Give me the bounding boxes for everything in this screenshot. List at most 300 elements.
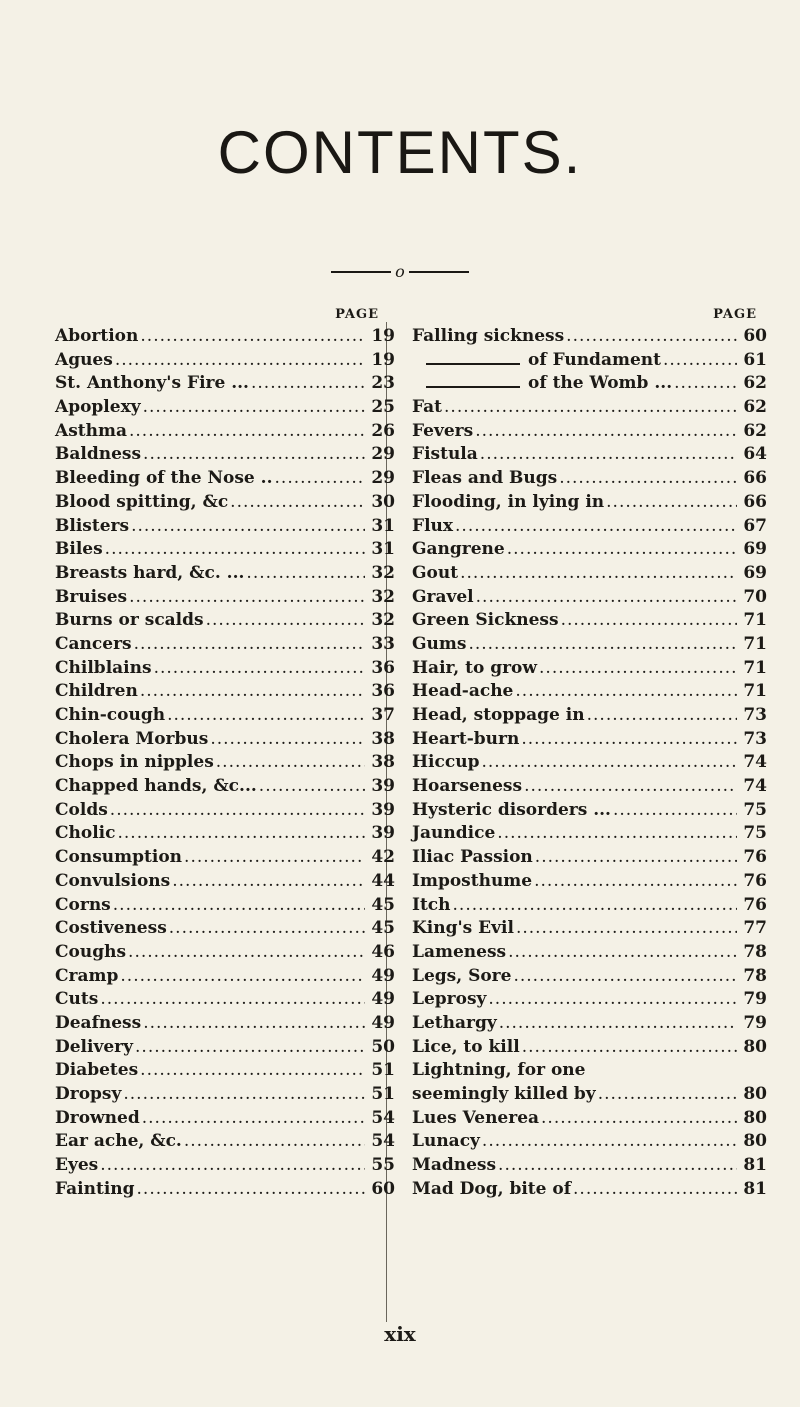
entry-label: Hysteric disorders ... (412, 799, 611, 820)
entry-page-number: 74 (743, 752, 767, 773)
entry-page-number: 55 (371, 1155, 395, 1176)
entry-label: Madness (412, 1155, 497, 1176)
leader-dots (143, 396, 365, 420)
contents-entry (412, 870, 767, 894)
entry-page-number: 60 (371, 1178, 395, 1199)
entry-label: Convulsions (55, 870, 171, 891)
contents-entry (412, 775, 767, 799)
entry-label: Fevers (412, 420, 474, 441)
entry-page-number: 71 (743, 681, 767, 702)
contents-entry (412, 420, 767, 444)
contents-entry (55, 965, 395, 989)
contents-entry (412, 396, 767, 420)
entry-page-number: 62 (743, 397, 767, 418)
entry-label: Blisters (55, 515, 130, 536)
entry-page-number: 78 (743, 965, 767, 986)
contents-entry (55, 372, 395, 396)
contents-list-left (55, 325, 395, 1201)
entry-label: Bruises (55, 586, 128, 607)
leader-dots (100, 1154, 365, 1178)
leader-dots (561, 609, 737, 633)
entry-page-number: 42 (371, 847, 395, 868)
leader-dots (251, 372, 365, 396)
contents-entry (412, 633, 767, 657)
contents-entry (412, 965, 767, 989)
entry-label: Cramp (55, 965, 119, 986)
ornament-glyph: o (395, 262, 405, 281)
contents-entry (55, 562, 395, 586)
contents-entry (55, 917, 395, 941)
entry-label: Gangrene (412, 539, 505, 560)
entry-label: Cancers (55, 633, 132, 654)
entry-label: Jaundice (412, 823, 496, 844)
entry-page-number: 25 (371, 397, 395, 418)
entry-label: Corns (55, 894, 111, 915)
contents-entry (412, 1130, 767, 1154)
entry-label: Lues Venerea (412, 1107, 540, 1128)
contents-entry (55, 704, 395, 728)
entry-label: Lethargy (412, 1012, 497, 1033)
entry-page-number: 23 (371, 373, 395, 394)
page-title: CONTENTS. (217, 119, 583, 186)
contents-entry (412, 325, 767, 349)
contents-entry (412, 538, 767, 562)
contents-entry (412, 1107, 767, 1131)
contents-entry (55, 467, 395, 491)
entry-page-number: 45 (371, 894, 395, 915)
entry-label: Hair, to grow (412, 657, 538, 678)
entry-page-number: 30 (371, 491, 395, 512)
entry-label: Colds (55, 799, 108, 820)
leader-dots (134, 633, 365, 657)
leader-dots (123, 1083, 365, 1107)
contents-entry (412, 846, 767, 870)
entry-label: Drowned (55, 1107, 140, 1128)
contents-entry (55, 586, 395, 610)
entry-page-number: 39 (371, 776, 395, 797)
entry-label: Agues (55, 349, 113, 370)
entry-label: Abortion (55, 326, 139, 346)
leader-dots (606, 491, 737, 515)
contents-entry (55, 325, 395, 349)
entry-page-number: 32 (371, 562, 395, 583)
leader-dots (453, 894, 737, 918)
contents-entry (55, 515, 395, 539)
entry-label: Lice, to kill (412, 1036, 520, 1057)
leader-dots (129, 586, 365, 610)
entry-label: Chilblains (55, 657, 152, 678)
contents-entry (55, 846, 395, 870)
leader-dots (210, 728, 365, 752)
contents-entry (412, 443, 767, 467)
contents-entry (412, 822, 767, 846)
ditto-dash (426, 386, 520, 388)
leader-dots (154, 657, 365, 681)
entry-label: Heart-burn (412, 728, 520, 749)
entry-page-number: 39 (371, 799, 395, 820)
entry-label: Fat (412, 397, 443, 418)
entry-page-number: 29 (371, 468, 395, 489)
entry-label: Ear ache, &c. (55, 1131, 182, 1152)
leader-dots (498, 1154, 737, 1178)
entry-page-number: 36 (371, 657, 395, 678)
leader-dots (521, 728, 737, 752)
contents-entry (55, 680, 395, 704)
entry-page-number: 77 (743, 918, 767, 939)
contents-entry (412, 491, 767, 515)
entry-page-number: 38 (371, 728, 395, 749)
entry-page-number: 51 (371, 1084, 395, 1104)
entry-page-number: 31 (371, 515, 395, 536)
contents-entry (412, 609, 767, 633)
entry-label: Breasts hard, &c. ... (55, 562, 245, 583)
leader-dots (444, 396, 737, 420)
entry-label: Fainting (55, 1178, 135, 1199)
leader-dots (475, 420, 737, 444)
entry-label: Fistula (412, 444, 478, 465)
leader-dots (120, 965, 365, 989)
entry-page-number: 49 (371, 965, 395, 986)
entry-page-number: 36 (371, 681, 395, 702)
contents-entry (55, 1154, 395, 1178)
entry-label: Eyes (55, 1155, 99, 1176)
entry-page-number: 76 (743, 870, 767, 891)
leader-dots (598, 1083, 737, 1107)
leader-dots (559, 467, 737, 491)
contents-entry (412, 704, 767, 728)
entry-label: Green Sickness (412, 610, 559, 631)
leader-dots (131, 515, 365, 539)
entry-page-number: 38 (371, 752, 395, 773)
leader-dots (259, 775, 365, 799)
leader-dots (488, 988, 737, 1012)
entry-label: Head-ache (412, 681, 514, 702)
leader-dots (167, 704, 365, 728)
leader-dots (515, 680, 737, 704)
entry-page-number: 70 (743, 586, 767, 607)
leader-dots (481, 751, 737, 775)
leader-dots (128, 941, 365, 965)
entry-label: Costiveness (55, 918, 167, 939)
page-column-header-right: PAGE (713, 307, 757, 322)
entry-page-number: 49 (371, 1012, 395, 1033)
entry-page-number: 73 (743, 705, 767, 725)
leader-dots (169, 917, 365, 941)
leader-dots (137, 1178, 365, 1202)
contents-entry (412, 372, 767, 396)
entry-page-number: 37 (371, 705, 395, 725)
entry-page-number: 80 (743, 1084, 767, 1104)
contents-entry (55, 1178, 395, 1202)
entry-page-number: 39 (371, 823, 395, 844)
leader-dots (184, 846, 365, 870)
entry-page-number: 50 (371, 1036, 395, 1057)
contents-entry (55, 822, 395, 846)
leader-dots (573, 1178, 737, 1202)
contents-entry (412, 751, 767, 775)
entry-label: Burns or scalds (55, 610, 204, 631)
entry-page-number: 79 (743, 989, 767, 1010)
entry-label: Dropsy (55, 1084, 122, 1104)
leader-dots (534, 870, 737, 894)
leader-dots (541, 1107, 737, 1131)
entry-label: Flooding, in lying in (412, 491, 605, 512)
leader-dots (140, 325, 365, 349)
contents-entry (412, 680, 767, 704)
contents-entry (412, 515, 767, 539)
entry-page-number: 45 (371, 918, 395, 939)
contents-entry (55, 751, 395, 775)
entry-label: Itch (412, 894, 451, 915)
entry-label: Gums (412, 633, 467, 654)
entry-label: King's Evil (412, 918, 514, 939)
contents-entry (55, 799, 395, 823)
leader-dots (275, 467, 365, 491)
contents-entry (55, 1059, 395, 1083)
leader-dots (508, 941, 737, 965)
entry-page-number: 71 (743, 657, 767, 678)
contents-entry (55, 775, 395, 799)
page-number: xix (384, 1322, 416, 1346)
entry-page-number: 54 (371, 1131, 395, 1152)
entry-page-number: 76 (743, 847, 767, 868)
entry-label: Iliac Passion (412, 847, 533, 868)
ornament-rule-left (331, 271, 391, 273)
leader-dots (613, 799, 737, 823)
entry-page-number: 69 (743, 562, 767, 583)
contents-entry (412, 467, 767, 491)
entry-page-number: 74 (743, 776, 767, 797)
contents-entry (55, 1130, 395, 1154)
entry-page-number: 81 (743, 1178, 767, 1199)
contents-entry (55, 443, 395, 467)
leader-dots (587, 704, 737, 728)
entry-page-number: 75 (743, 823, 767, 844)
contents-entry (412, 1178, 767, 1202)
entry-page-number: 51 (371, 1060, 395, 1081)
leader-dots (135, 1036, 365, 1060)
entry-page-number: 61 (743, 349, 767, 370)
contents-entry (55, 941, 395, 965)
entry-label: Falling sickness (412, 326, 565, 346)
entry-label: Gravel (412, 586, 474, 607)
contents-entry (55, 1012, 395, 1036)
entry-label: Head, stoppage in (412, 705, 585, 725)
leader-dots (246, 562, 365, 586)
entry-label: Cholera Morbus (55, 728, 209, 749)
entry-page-number: 67 (743, 515, 767, 536)
contents-entry (55, 609, 395, 633)
entry-label: Coughs (55, 941, 127, 962)
contents-entry (412, 728, 767, 752)
contents-entry (55, 870, 395, 894)
leader-dots (105, 538, 365, 562)
entry-page-number: 76 (743, 894, 767, 915)
entry-label: Leprosy (412, 989, 487, 1010)
entry-label: Lunacy (412, 1131, 480, 1152)
contents-entry (55, 657, 395, 681)
contents-entry (412, 799, 767, 823)
entry-label: Legs, Sore (412, 965, 512, 986)
entry-label: Biles (55, 539, 103, 560)
entry-label: Gout (412, 562, 459, 583)
leader-dots (513, 965, 737, 989)
leader-dots (129, 420, 365, 444)
leader-dots (482, 1130, 737, 1154)
contents-entry (55, 1083, 395, 1107)
entry-page-number: 71 (743, 610, 767, 631)
leader-dots (115, 349, 365, 373)
entry-label: of Fundament (528, 349, 661, 370)
leader-dots (455, 515, 737, 539)
contents-entry (412, 1012, 767, 1036)
contents-entry (55, 988, 395, 1012)
entry-label: St. Anthony's Fire ... (55, 373, 249, 394)
entry-page-number: 81 (743, 1155, 767, 1176)
entry-page-number: 29 (371, 444, 395, 465)
leader-dots (230, 491, 365, 515)
entry-label: Chin-cough (55, 705, 166, 725)
entry-page-number: 75 (743, 799, 767, 820)
entry-label: Blood spitting, &c (55, 491, 229, 512)
leader-dots (522, 1036, 737, 1060)
entry-page-number: 73 (743, 728, 767, 749)
entry-label: Children (55, 681, 138, 702)
contents-entry (412, 1083, 767, 1107)
leader-dots (140, 680, 365, 704)
contents-entry (55, 349, 395, 373)
entry-page-number: 62 (743, 420, 767, 441)
entry-page-number: 80 (743, 1107, 767, 1128)
entry-page-number: 60 (743, 326, 767, 346)
entry-label: Imposthume (412, 870, 533, 891)
entry-page-number: 44 (371, 870, 395, 891)
entry-page-number: 66 (743, 468, 767, 489)
leader-dots (663, 349, 737, 373)
leader-dots (110, 799, 365, 823)
entry-page-number: 32 (371, 586, 395, 607)
entry-page-number: 71 (743, 633, 767, 654)
contents-entry (55, 633, 395, 657)
entry-label: Delivery (55, 1036, 134, 1057)
entry-page-number: 19 (371, 349, 395, 370)
contents-entry (412, 562, 767, 586)
leader-dots (216, 751, 365, 775)
contents-entry (55, 728, 395, 752)
contents-entry (412, 586, 767, 610)
entry-label: Cholic (55, 823, 116, 844)
contents-entry (55, 1107, 395, 1131)
entry-label: Asthma (55, 420, 127, 441)
entry-page-number: 19 (371, 326, 395, 346)
entry-label: Lameness (412, 941, 507, 962)
entry-page-number: 79 (743, 1012, 767, 1033)
entry-label: Deafness (55, 1012, 142, 1033)
leader-dots (524, 775, 737, 799)
entry-label: Consumption (55, 847, 183, 868)
leader-dots (497, 822, 737, 846)
leader-dots (460, 562, 737, 586)
leader-dots (118, 822, 366, 846)
ornament-rule-right (409, 271, 469, 273)
contents-entry (55, 538, 395, 562)
leader-dots (206, 609, 365, 633)
contents-entry (55, 420, 395, 444)
leader-dots (535, 846, 737, 870)
leader-dots (100, 988, 365, 1012)
entry-page-number: 62 (743, 373, 767, 394)
contents-entry (55, 396, 395, 420)
leader-dots (184, 1130, 365, 1154)
entry-page-number: 33 (371, 633, 395, 654)
leader-dots (172, 870, 365, 894)
contents-entry (55, 491, 395, 515)
leader-dots (476, 586, 737, 610)
entry-label: Diabetes (55, 1060, 139, 1081)
entry-label: Hoarseness (412, 776, 523, 797)
entry-page-number: 46 (371, 941, 395, 962)
contents-entry (412, 349, 767, 373)
entry-label: Cuts (55, 989, 99, 1010)
leader-dots (143, 443, 365, 467)
entry-label: Hiccup (412, 752, 480, 773)
entry-page-number: 31 (371, 539, 395, 560)
contents-entry (412, 941, 767, 965)
entry-label: Mad Dog, bite of (412, 1178, 572, 1199)
contents-entry (412, 917, 767, 941)
contents-entry (55, 1036, 395, 1060)
entry-page-number: 64 (743, 444, 767, 465)
entry-label: Bleeding of the Nose .. (55, 468, 273, 489)
contents-entry (412, 988, 767, 1012)
leader-dots (143, 1012, 365, 1036)
contents-entry (412, 1154, 767, 1178)
entry-page-number: 80 (743, 1131, 767, 1152)
entry-label: Lightning, for one (412, 1060, 586, 1081)
leader-dots (468, 633, 737, 657)
entry-label: Apoplexy (55, 397, 141, 418)
contents-column-right (412, 305, 767, 1201)
entry-page-number: 66 (743, 491, 767, 512)
leader-dots (113, 894, 365, 918)
entry-label: seemingly killed by (412, 1084, 596, 1104)
leader-dots (674, 372, 737, 396)
contents-entry (412, 1059, 767, 1083)
leader-dots (499, 1012, 737, 1036)
entry-label: Chapped hands, &c... (55, 776, 257, 797)
entry-page-number: 26 (371, 420, 395, 441)
entry-label: Chops in nipples (55, 752, 214, 773)
entry-page-number: 80 (743, 1036, 767, 1057)
contents-column-left (55, 305, 395, 1201)
contents-entry (412, 657, 767, 681)
ditto-dash (426, 363, 520, 365)
leader-dots (507, 538, 737, 562)
entry-page-number: 32 (371, 610, 395, 631)
entry-label: Fleas and Bugs (412, 468, 558, 489)
entry-label: Baldness (55, 444, 142, 465)
contents-entry (412, 1036, 767, 1060)
title-ornament (0, 262, 800, 282)
contents-list-right (412, 325, 767, 1201)
leader-dots (539, 657, 737, 681)
entry-page-number: 78 (743, 941, 767, 962)
contents-entry (412, 894, 767, 918)
leader-dots (516, 917, 737, 941)
entry-label: Flux (412, 515, 454, 536)
page-column-header: PAGE (335, 307, 379, 322)
entry-page-number: 54 (371, 1107, 395, 1128)
